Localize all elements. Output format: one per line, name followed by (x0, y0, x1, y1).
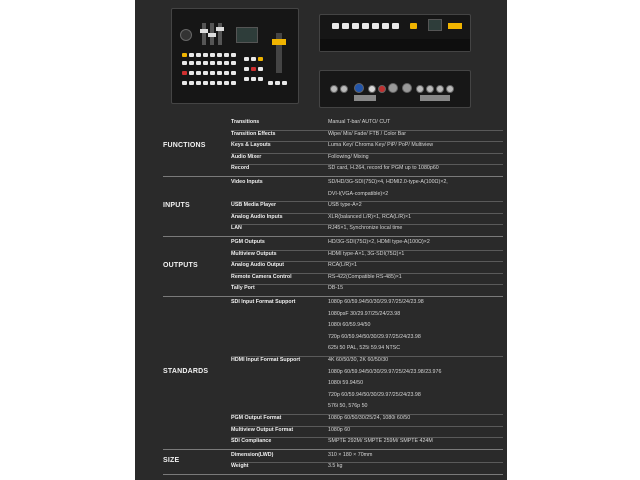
spec-row (231, 130, 503, 141)
spec-row (231, 451, 503, 462)
spec-row (231, 273, 503, 284)
spec-key: SDI Compliance (231, 438, 272, 445)
spec-row (231, 414, 503, 425)
spec-row (231, 224, 503, 235)
spec-row (231, 298, 503, 309)
spec-row (231, 321, 503, 332)
section-title: INPUTS (163, 202, 190, 209)
spec-row (231, 437, 503, 448)
spec-value: 625i 50 PAL, 525i 59.94 NTSC (328, 345, 401, 352)
section-title: SIZE (163, 457, 180, 465)
spec-value: USB type-A×2 (328, 202, 362, 209)
switcher-top-view-image (171, 8, 299, 104)
spec-key: Remote Camera Control (231, 273, 292, 280)
spec-value: SD card, H.264, record for PGM up to 1080p60 (328, 165, 439, 172)
spec-value: Manual T-bar/ AUTO/ CUT (328, 119, 391, 125)
spec-row (231, 213, 503, 224)
spec-value: 1080p 60/59.94/50/30/29.97/25/24/23.98 (328, 299, 424, 305)
spec-row (231, 178, 503, 189)
spec-key: Weight (231, 463, 249, 470)
spec-row (231, 250, 503, 261)
spec-value: Wipe/ Mix/ Fade/ FTB / Color Bar (328, 130, 406, 137)
spec-row (231, 153, 503, 164)
spec-row (231, 333, 503, 344)
spec-value: Following/ Mixing (328, 153, 369, 160)
spec-row (231, 310, 503, 321)
spec-value: XLR(balanced L/R)×1, RCA(L/R)×1 (328, 213, 412, 220)
spec-key: Keys & Layouts (231, 142, 271, 149)
switcher-rear-view-image (319, 70, 471, 108)
spec-value: 720p 60/59.94/50/30/29.97/25/24/23.98 (328, 391, 421, 398)
section-title: STANDARDS (163, 368, 209, 376)
spec-row (231, 201, 503, 212)
spec-value: 576i 50, 576p 50 (328, 403, 368, 410)
spec-key: Audio Mixer (231, 153, 262, 160)
spec-key: Analog Audio Output (231, 262, 285, 269)
spec-section (163, 118, 503, 177)
spec-value: DB-15 (328, 285, 344, 292)
spec-key: Analog Audio Inputs (231, 213, 283, 220)
spec-key: Transition Effects (231, 130, 276, 137)
spec-row (231, 356, 503, 367)
spec-row (231, 426, 503, 437)
spec-row (231, 238, 503, 249)
spec-value: RS-422(Compatible RS-485)×1 (328, 273, 402, 280)
spec-value: 1080i 60/59.94/50 (328, 322, 371, 329)
spec-key: PGM Outputs (231, 239, 265, 245)
spec-row (231, 261, 503, 272)
spec-row (231, 344, 503, 355)
spec-value: 310 × 180 × 70mm (328, 451, 373, 458)
spec-value: Luma Key/ Chroma Key/ PiP/ PoP/ Multiview (328, 142, 434, 149)
spec-key: SDI Input Format Support (231, 299, 296, 305)
spec-row (231, 141, 503, 152)
spec-key: LAN (231, 225, 242, 232)
spec-key: Multiview Outputs (231, 250, 277, 257)
spec-key: Record (231, 165, 250, 172)
spec-row (231, 284, 503, 295)
spec-key: Transitions (231, 119, 260, 125)
spec-value: 3.5 kg (328, 463, 343, 470)
spec-section (163, 451, 503, 475)
section-title: FUNCTIONS (163, 142, 206, 149)
spec-value: 720p 60/59.94/50/30/29.97/25/24/23.98 (328, 333, 421, 340)
spec-value: 1080i 59.94/50 (328, 380, 364, 387)
spec-section (163, 298, 503, 450)
spec-value: 1080psF 30/29.97/25/24/23.98 (328, 310, 401, 317)
spec-key: USB Media Player (231, 202, 277, 209)
section-title: OUTPUTS (163, 262, 198, 269)
spec-key: HDMI Input Format Support (231, 357, 301, 363)
spec-section (163, 238, 503, 297)
spec-value: RJ45×1, Synchronize local time (328, 225, 403, 232)
spec-value: DVI-I(VGA-compatible)×2 (328, 190, 389, 197)
spec-row (231, 190, 503, 201)
product-photos (135, 0, 507, 112)
spec-row (231, 368, 503, 379)
spec-value: 1080p 60/50/30/25/24, 1080i 60/50 (328, 415, 411, 421)
spec-value: SD/HD/3G-SDI(75Ω)×4, HDMI2.0-type-A(100Ω)×2, (328, 179, 448, 185)
spec-key: Tally Port (231, 285, 255, 292)
spec-value: 4K 60/50/30, 2K 60/50/30 (328, 357, 389, 363)
spec-key: Multiview Output Format (231, 426, 294, 433)
spec-row (231, 164, 503, 175)
spec-key: PGM Output Format (231, 415, 282, 421)
spec-row (231, 462, 503, 473)
switcher-front-view-image (319, 14, 471, 52)
spec-row (231, 391, 503, 402)
spec-value: SMPTE 292M/ SMPTE 259M/ SMPTE 424M (328, 438, 433, 445)
spec-value: 1080p 60/59.94/50/30/29.97/25/24/23.98/23.976 (328, 368, 442, 375)
spec-value: RCA(L/R)×1 (328, 262, 357, 269)
spec-key: Video Inputs (231, 179, 263, 185)
spec-row (231, 402, 503, 413)
spec-row (231, 379, 503, 390)
spec-value: 1080p 60 (328, 426, 351, 433)
spec-row (231, 118, 503, 129)
spec-value: HDMI type-A×1, 3G-SDI(75Ω)×1 (328, 250, 405, 257)
spec-section (163, 178, 503, 237)
spec-key: Dimension(LWD) (231, 451, 274, 458)
spec-value: HD/3G-SDI(75Ω)×2, HDMI type-A(100Ω)×2 (328, 239, 430, 245)
spec-panel (135, 0, 507, 480)
